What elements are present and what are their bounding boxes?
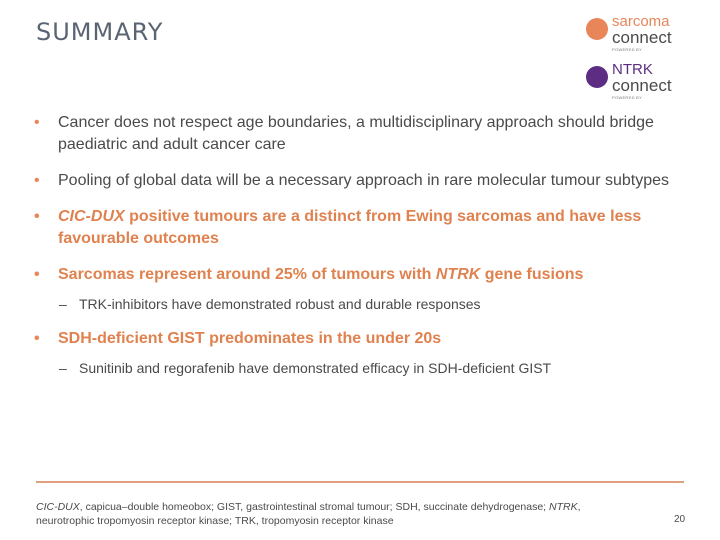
bullet-text: positive tumours are a distinct from Ewing sarcomas and have less favourable outcomes <box>58 208 642 247</box>
bullet-dot-icon: • <box>34 266 40 283</box>
sarcoma-logo-bottom: connect <box>612 28 672 47</box>
bullet-dot-icon: • <box>34 330 40 347</box>
bullet-dot-icon: • <box>34 114 40 131</box>
footnote-emphasis: CIC-DUX <box>36 501 80 513</box>
page-title: SUMMARY <box>36 18 164 46</box>
logo-group <box>586 14 692 106</box>
ntrk-powered-by: POWERED BY <box>612 95 643 100</box>
ntrk-logo-top: NTRK <box>612 61 653 78</box>
bullet-item <box>34 328 694 350</box>
bullet-text: SDH-deficient GIST predominates in the under 20s <box>58 330 442 347</box>
dash-icon: – <box>59 360 67 376</box>
bullet-dot-icon: • <box>34 172 40 189</box>
bullet-item <box>34 264 694 286</box>
ntrk-logo-icon <box>586 66 608 88</box>
bullet-emphasis: CIC-DUX <box>58 208 125 225</box>
sub-bullet-text: TRK-inhibitors have demonstrated robust and durable responses <box>79 296 481 312</box>
bullet-text: Cancer does not respect age boundaries, a multidisciplinary approach should bridge paediatric and adult cancer care <box>58 114 654 153</box>
ntrk-connect-logo <box>586 62 672 100</box>
sub-bullet-item <box>34 294 694 314</box>
footnote-text: , capicua–double homeobox; GIST, gastrointestinal stromal tumour; SDH, succinate dehydrogenase; <box>79 501 550 513</box>
sarcoma-connect-logo <box>586 14 672 52</box>
footnote <box>36 500 636 528</box>
footer-divider <box>36 481 684 483</box>
bullet-dot-icon: • <box>34 208 40 225</box>
sarcoma-logo-icon <box>586 18 608 40</box>
sarcoma-logo-top: sarcoma <box>612 13 670 30</box>
bullet-emphasis: NTRK <box>435 266 481 283</box>
dash-icon: – <box>59 296 67 312</box>
sub-bullet-text: Sunitinib and regorafenib have demonstrated efficacy in SDH-deficient GIST <box>79 360 552 376</box>
bullet-item <box>34 170 694 192</box>
ntrk-logo-bottom: connect <box>612 76 672 95</box>
bullet-text: Sarcomas represent around 25% of tumours with <box>58 266 436 283</box>
bullet-item <box>34 112 694 156</box>
page-number: 20 <box>674 514 686 525</box>
footnote-emphasis: NTRK <box>549 501 578 513</box>
sarcoma-powered-by: POWERED BY <box>612 47 643 52</box>
bullet-item <box>34 206 694 250</box>
bullet-text: Pooling of global data will be a necessary approach in rare molecular tumour subtypes <box>58 172 670 189</box>
bullet-list <box>34 112 694 392</box>
footnote-text: , neurotrophic tropomyosin receptor kinase; TRK, tropomyosin receptor kinase <box>36 501 581 527</box>
sub-bullet-item <box>34 358 694 378</box>
bullet-text: gene fusions <box>480 266 584 283</box>
